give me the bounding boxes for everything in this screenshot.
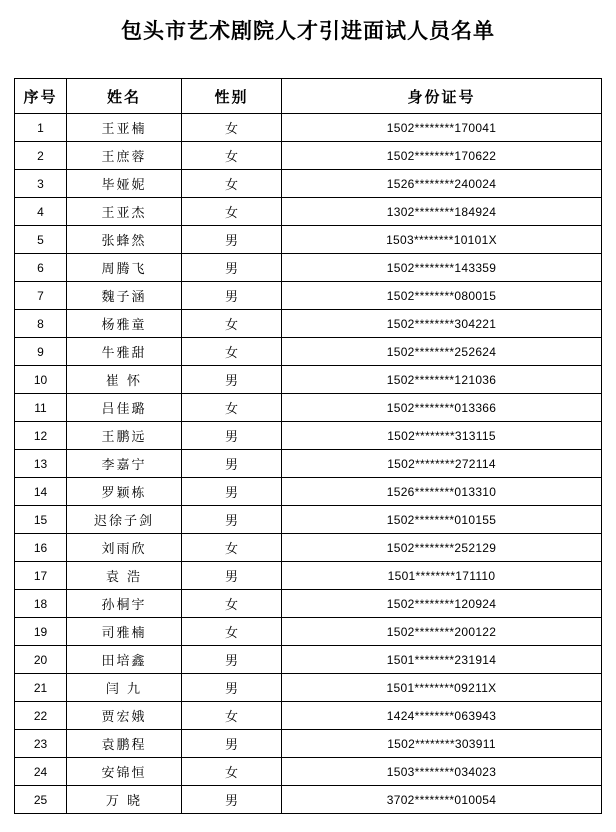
page-title: 包头市艺术剧院人才引进面试人员名单 — [121, 19, 495, 43]
cell-gender: 男 — [182, 506, 282, 534]
cell-gender: 女 — [182, 310, 282, 338]
cell-no: 22 — [15, 702, 67, 730]
cell-name: 安锦恒 — [67, 758, 182, 786]
cell-name: 王庶蓉 — [67, 142, 182, 170]
column-header-id: 身份证号 — [282, 79, 602, 114]
cell-gender: 男 — [182, 422, 282, 450]
cell-id: 1502********252129 — [282, 534, 602, 562]
cell-id: 1501********171110 — [282, 562, 602, 590]
cell-gender: 女 — [182, 114, 282, 142]
column-header-no: 序号 — [15, 79, 67, 114]
cell-no: 4 — [15, 198, 67, 226]
cell-gender: 男 — [182, 674, 282, 702]
table-row — [15, 226, 602, 254]
cell-no: 7 — [15, 282, 67, 310]
cell-id: 1302********184924 — [282, 198, 602, 226]
table-row — [15, 142, 602, 170]
cell-name: 田培鑫 — [67, 646, 182, 674]
cell-no: 19 — [15, 618, 67, 646]
cell-gender: 男 — [182, 646, 282, 674]
cell-gender: 女 — [182, 618, 282, 646]
cell-no: 18 — [15, 590, 67, 618]
cell-gender: 女 — [182, 142, 282, 170]
cell-no: 12 — [15, 422, 67, 450]
cell-no: 8 — [15, 310, 67, 338]
cell-name: 崔 怀 — [67, 366, 182, 394]
cell-gender: 女 — [182, 170, 282, 198]
cell-gender: 男 — [182, 282, 282, 310]
cell-id: 1526********240024 — [282, 170, 602, 198]
table-row — [15, 198, 602, 226]
cell-name: 杨雅童 — [67, 310, 182, 338]
table-row — [15, 786, 602, 814]
table-row — [15, 338, 602, 366]
cell-name: 刘雨欣 — [67, 534, 182, 562]
cell-name: 孙桐宇 — [67, 590, 182, 618]
cell-id: 1502********121036 — [282, 366, 602, 394]
cell-no: 14 — [15, 478, 67, 506]
cell-no: 1 — [15, 114, 67, 142]
cell-no: 25 — [15, 786, 67, 814]
cell-gender: 男 — [182, 366, 282, 394]
roster-table — [14, 78, 602, 814]
table-row — [15, 114, 602, 142]
table-header — [15, 79, 602, 114]
table-row — [15, 366, 602, 394]
cell-gender: 男 — [182, 478, 282, 506]
table-row — [15, 646, 602, 674]
cell-gender: 女 — [182, 590, 282, 618]
table-header-row — [15, 79, 602, 114]
cell-gender: 女 — [182, 534, 282, 562]
cell-id: 1502********080015 — [282, 282, 602, 310]
cell-name: 袁鹏程 — [67, 730, 182, 758]
table-row — [15, 534, 602, 562]
cell-name: 李嘉宁 — [67, 450, 182, 478]
cell-name: 周腾飞 — [67, 254, 182, 282]
table-row — [15, 254, 602, 282]
cell-name: 迟徐子剑 — [67, 506, 182, 534]
table-row — [15, 282, 602, 310]
cell-no: 16 — [15, 534, 67, 562]
table-row — [15, 562, 602, 590]
table-row — [15, 394, 602, 422]
cell-gender: 男 — [182, 730, 282, 758]
cell-no: 2 — [15, 142, 67, 170]
table-row — [15, 478, 602, 506]
table-row — [15, 674, 602, 702]
table-body — [15, 114, 602, 814]
document-page — [0, 16, 616, 832]
cell-name: 万 晓 — [67, 786, 182, 814]
table-row — [15, 310, 602, 338]
cell-id: 1501********09211X — [282, 674, 602, 702]
cell-id: 1501********231914 — [282, 646, 602, 674]
cell-gender: 女 — [182, 338, 282, 366]
cell-name: 闫 九 — [67, 674, 182, 702]
cell-name: 袁 浩 — [67, 562, 182, 590]
cell-id: 1502********272114 — [282, 450, 602, 478]
table-row — [15, 618, 602, 646]
cell-name: 毕娅妮 — [67, 170, 182, 198]
cell-no: 21 — [15, 674, 67, 702]
cell-gender: 女 — [182, 702, 282, 730]
table-row — [15, 422, 602, 450]
cell-name: 张蜂然 — [67, 226, 182, 254]
roster-table-container — [14, 78, 602, 814]
cell-id: 1502********304221 — [282, 310, 602, 338]
table-row — [15, 170, 602, 198]
cell-name: 王亚楠 — [67, 114, 182, 142]
column-header-gender: 性别 — [182, 79, 282, 114]
cell-name: 魏子涵 — [67, 282, 182, 310]
cell-no: 17 — [15, 562, 67, 590]
cell-no: 23 — [15, 730, 67, 758]
cell-id: 1502********170041 — [282, 114, 602, 142]
cell-name: 王鹏远 — [67, 422, 182, 450]
cell-gender: 男 — [182, 226, 282, 254]
cell-gender: 男 — [182, 254, 282, 282]
cell-id: 1503********10101X — [282, 226, 602, 254]
table-row — [15, 450, 602, 478]
cell-no: 20 — [15, 646, 67, 674]
cell-gender: 女 — [182, 394, 282, 422]
cell-id: 1502********252624 — [282, 338, 602, 366]
cell-no: 5 — [15, 226, 67, 254]
cell-id: 1502********013366 — [282, 394, 602, 422]
cell-id: 1502********313115 — [282, 422, 602, 450]
cell-gender: 女 — [182, 198, 282, 226]
cell-id: 1503********034023 — [282, 758, 602, 786]
cell-no: 15 — [15, 506, 67, 534]
cell-no: 6 — [15, 254, 67, 282]
cell-no: 3 — [15, 170, 67, 198]
cell-name: 吕佳璐 — [67, 394, 182, 422]
cell-id: 1502********170622 — [282, 142, 602, 170]
cell-name: 王亚杰 — [67, 198, 182, 226]
cell-gender: 女 — [182, 758, 282, 786]
cell-id: 1424********063943 — [282, 702, 602, 730]
cell-no: 9 — [15, 338, 67, 366]
cell-gender: 男 — [182, 450, 282, 478]
table-row — [15, 506, 602, 534]
cell-name: 牛雅甜 — [67, 338, 182, 366]
table-row — [15, 730, 602, 758]
table-row — [15, 590, 602, 618]
cell-gender: 男 — [182, 786, 282, 814]
cell-id: 1502********303911 — [282, 730, 602, 758]
cell-no: 10 — [15, 366, 67, 394]
cell-no: 13 — [15, 450, 67, 478]
cell-no: 11 — [15, 394, 67, 422]
cell-gender: 男 — [182, 562, 282, 590]
table-row — [15, 702, 602, 730]
cell-no: 24 — [15, 758, 67, 786]
cell-id: 1502********143359 — [282, 254, 602, 282]
cell-id: 3702********010054 — [282, 786, 602, 814]
cell-id: 1502********010155 — [282, 506, 602, 534]
cell-name: 司雅楠 — [67, 618, 182, 646]
cell-id: 1502********120924 — [282, 590, 602, 618]
cell-name: 贾宏娥 — [67, 702, 182, 730]
column-header-name: 姓名 — [67, 79, 182, 114]
cell-name: 罗颖栋 — [67, 478, 182, 506]
cell-id: 1526********013310 — [282, 478, 602, 506]
cell-id: 1502********200122 — [282, 618, 602, 646]
table-row — [15, 758, 602, 786]
